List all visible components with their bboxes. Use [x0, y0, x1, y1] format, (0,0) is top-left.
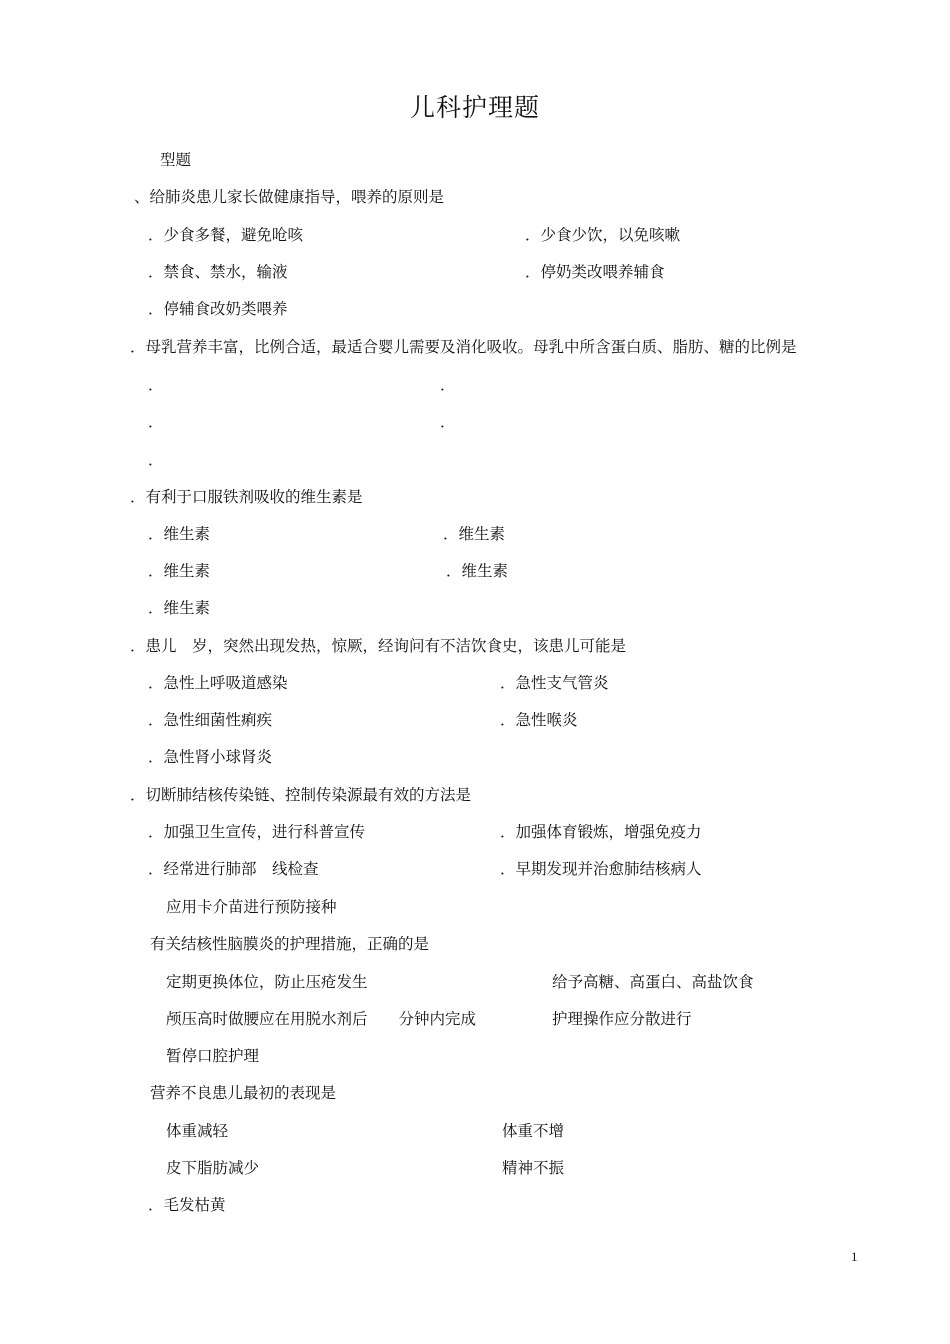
- option: ．: [440, 413, 456, 431]
- section-heading: 型题: [160, 151, 192, 169]
- option: ．急性上呼吸道感染: [148, 674, 288, 692]
- option: ．: [148, 413, 164, 431]
- option: 暂停口腔护理: [166, 1047, 260, 1065]
- option: ．停奶类改喂养辅食: [525, 263, 665, 281]
- option: 定期更换体位，防止压疮发生: [166, 973, 368, 991]
- option: 体重减轻: [166, 1122, 229, 1140]
- option: ．毛发枯黄: [148, 1196, 226, 1214]
- option: ．急性支气管炎: [500, 674, 609, 692]
- option: ．: [148, 451, 164, 469]
- option: ．急性喉炎: [500, 711, 578, 729]
- option: ．少食多餐，避免呛咳: [148, 226, 304, 244]
- option: 体重不增: [502, 1122, 565, 1140]
- option: ．停辅食改奶类喂养: [148, 300, 288, 318]
- question-stem: ．切断肺结核传染链、控制传染源最有效的方法是: [130, 786, 472, 804]
- option: ．: [148, 376, 164, 394]
- option: ．维生素: [148, 599, 211, 617]
- option: ．维生素: [148, 562, 211, 580]
- option: 皮下脂肪减少: [166, 1159, 260, 1177]
- option: ．急性细菌性痢疾: [148, 711, 273, 729]
- option: ．少食少饮，以免咳嗽: [525, 226, 681, 244]
- option: 给予高糖、高蛋白、高盐饮食: [552, 973, 754, 991]
- question-stem: ．患儿 岁，突然出现发热，惊厥，经询问有不洁饮食史，该患儿可能是: [130, 637, 627, 655]
- question-stem: ．有利于口服铁剂吸收的维生素是: [130, 488, 363, 506]
- option: ．经常进行肺部 线检查: [148, 860, 319, 878]
- option: ．: [440, 376, 456, 394]
- question-stem: 有关结核性脑膜炎的护理措施，正确的是: [150, 935, 430, 953]
- option: ．加强卫生宣传，进行科普宣传: [148, 823, 366, 841]
- question-stem: 营养不良患儿最初的表现是: [150, 1084, 337, 1102]
- option: 护理操作应分散进行: [552, 1010, 692, 1028]
- page-number: 1: [851, 1249, 858, 1264]
- option: ．维生素: [148, 525, 211, 543]
- question-stem: ．母乳营养丰富，比例合适，最适合婴儿需要及消化吸收。母乳中所含蛋白质、脂肪、糖的比例是: [130, 338, 797, 356]
- option: ．早期发现并治愈肺结核病人: [500, 860, 702, 878]
- option: ．急性肾小球肾炎: [148, 748, 273, 766]
- question-stem: 、给肺炎患儿家长做健康指导，喂养的原则是: [134, 188, 445, 206]
- document-title: 儿科护理题: [409, 93, 540, 122]
- option: ．维生素: [446, 562, 509, 580]
- option: 应用卡介苗进行预防接种: [166, 898, 337, 916]
- option: 颅压高时做腰应在用脱水剂后 分钟内完成: [166, 1010, 477, 1028]
- option: ．禁食、禁水，输液: [148, 263, 288, 281]
- option: ．加强体育锻炼，增强免疫力: [500, 823, 702, 841]
- option: ．维生素: [443, 525, 506, 543]
- option: 精神不振: [502, 1159, 565, 1177]
